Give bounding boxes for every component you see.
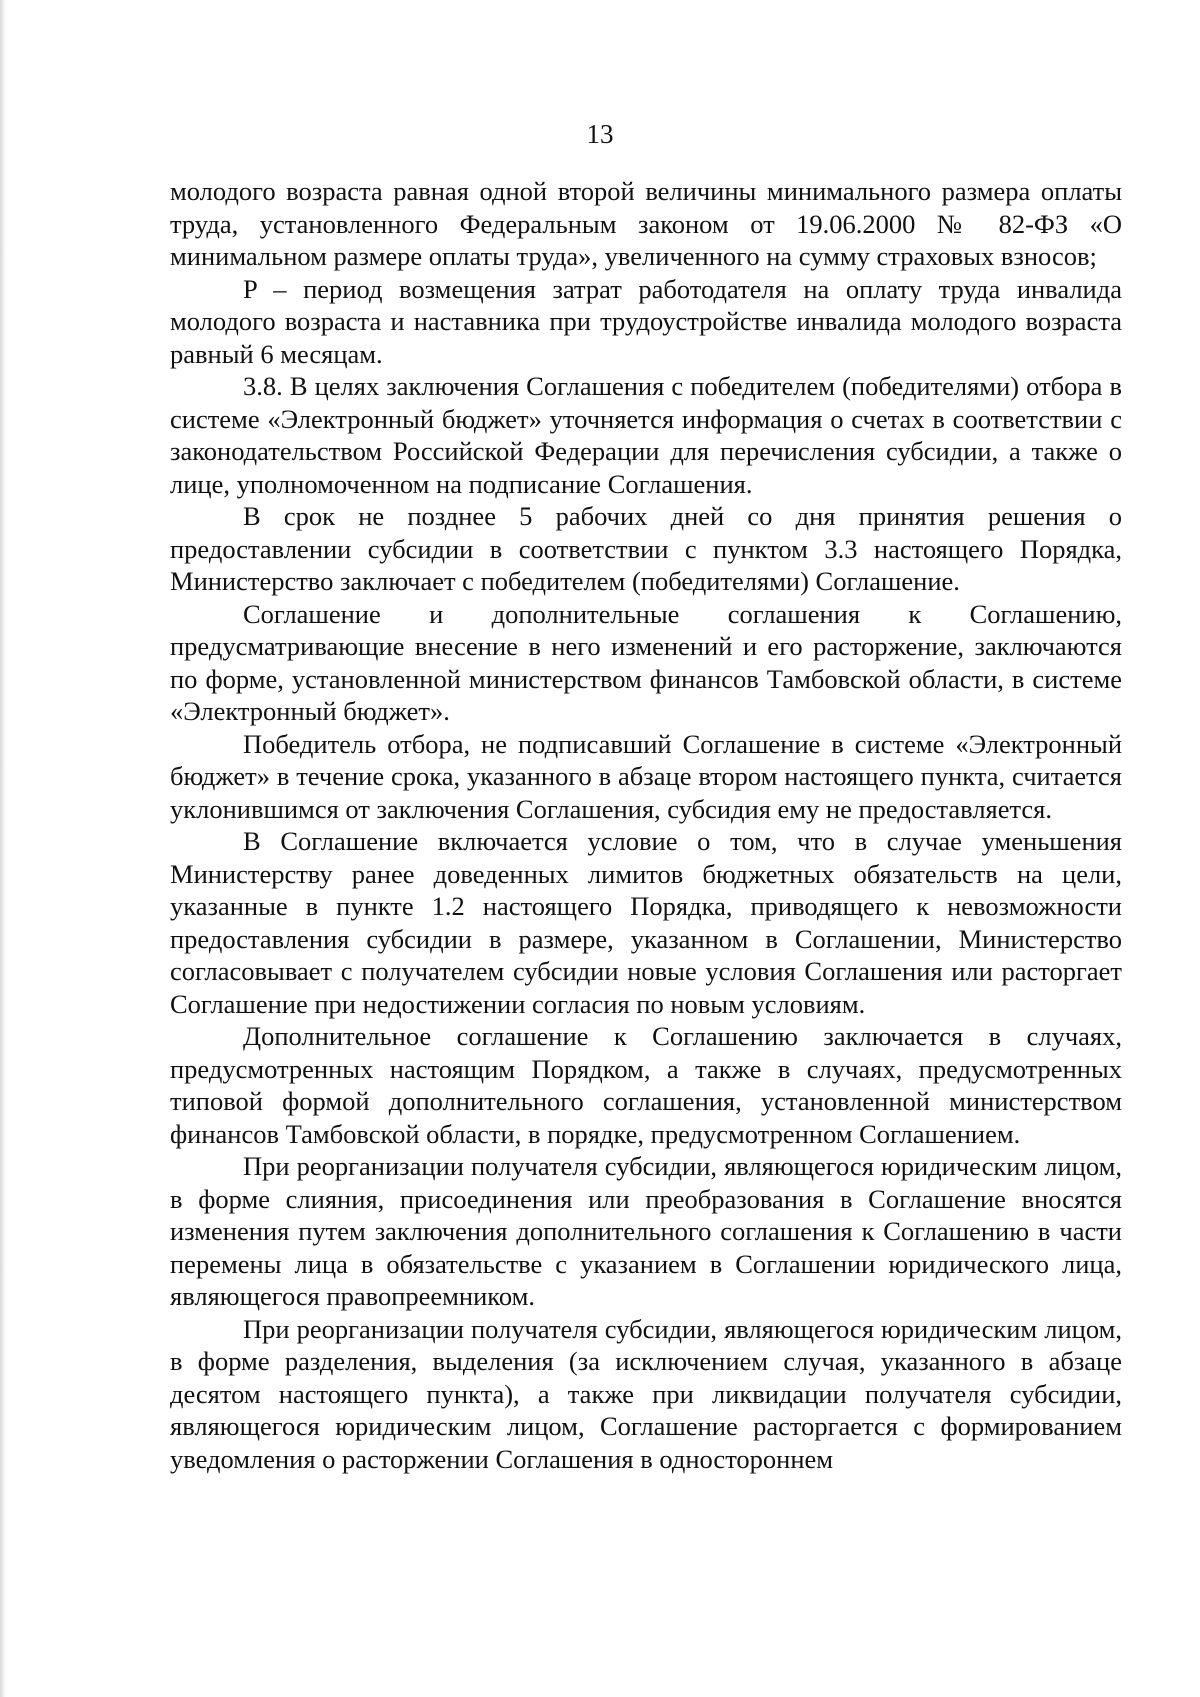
paragraph-deadline: В срок не позднее 5 рабочих дней со дня принятия решения о предоставлении субсидии в соответствии с пунктом 3.3 настоящего Порядка, Министерство заключает с победителем (победителями) Соглашение. <box>170 501 1122 596</box>
paragraph-limits-reduction: В Соглашение включается условие о том, что в случае уменьшения Министерству ранее доведенных лимитов бюджетных обязательств на цели, указанные в пункте 1.2 настоящего Порядка, приводящего к невозможности предоставления субсидии в размере, указанном в Соглашении, Министерство согласовывает с получателем субсидии новые условия Соглашения или расторгает Соглашение при недостижении согласия по новым условиям. <box>170 826 1122 1019</box>
paragraph-unsigned-winner: Победитель отбора, не подписавший Соглашение в системе «Электронный бюджет» в течение срока, указанного в абзаце втором настоящего пункта, считается уклонившимся от заключения Соглашения, субсидия ему не предоставляется. <box>170 728 1122 824</box>
paragraph-period-definition: P – период возмещения затрат работодателя на оплату труда инвалида молодого возраста и наставника при трудоустройстве инвалида молодого возраста равный 6 месяцам. <box>170 273 1122 369</box>
paragraph-clause-3-8: 3.8. В целях заключения Соглашения с победителем (победителями) отбора в системе «Электронный бюджет» уточняется информация о счетах в соответствии с законодательством Российской Федерации для перечисления субсидии, а также о лице, уполномоченном на подписание Соглашения. <box>170 371 1122 499</box>
paragraph-reorganization-merger: При реорганизации получателя субсидии, являющегося юридическим лицом, в форме слияния, присоединения или преобразования в Соглашение вносятся изменения путем заключения дополнительного соглашения к Соглашению в части перемены лица в обязательстве с указанием в Соглашении юридического лица, являющегося правопреемником. <box>170 1151 1122 1311</box>
paragraph-continuation: молодого возраста равная одной второй величины минимального размера оплаты труда, установленного Федеральным законом от 19.06.2000 № 82-ФЗ «О минимальном размере оплаты труда», увеличенного на сумму страховых взносов; <box>170 176 1122 271</box>
paragraph-additional-agreement: Дополнительное соглашение к Соглашению заключается в случаях, предусмотренных настоящим Порядком, а также в случаях, предусмотренных типовой формой дополнительного соглашения, установленной министерством финансов Тамбовской области, в порядке, предусмотренном Соглашением. <box>170 1021 1122 1149</box>
page-number: 13 <box>586 119 614 149</box>
paragraph-reorganization-division: При реорганизации получателя субсидии, являющегося юридическим лицом, в форме разделения, выделения (за исключением случая, указанного в абзаце десятом настоящего пункта), а также при ликвидации получателя субсидии, являющегося юридическим лицом, Соглашение расторгается с формированием уведомления о расторжении Соглашения в одностороннем <box>170 1313 1122 1474</box>
paragraph-agreement-form: Соглашение и дополнительные соглашения к Соглашению, предусматривающие внесение в него изменений и его расторжение, заключаются по форме, установленной министерством финансов Тамбовской области, в системе «Электронный бюджет». <box>170 598 1122 726</box>
scan-edge <box>0 0 6 1697</box>
document-body <box>170 175 1122 1475</box>
